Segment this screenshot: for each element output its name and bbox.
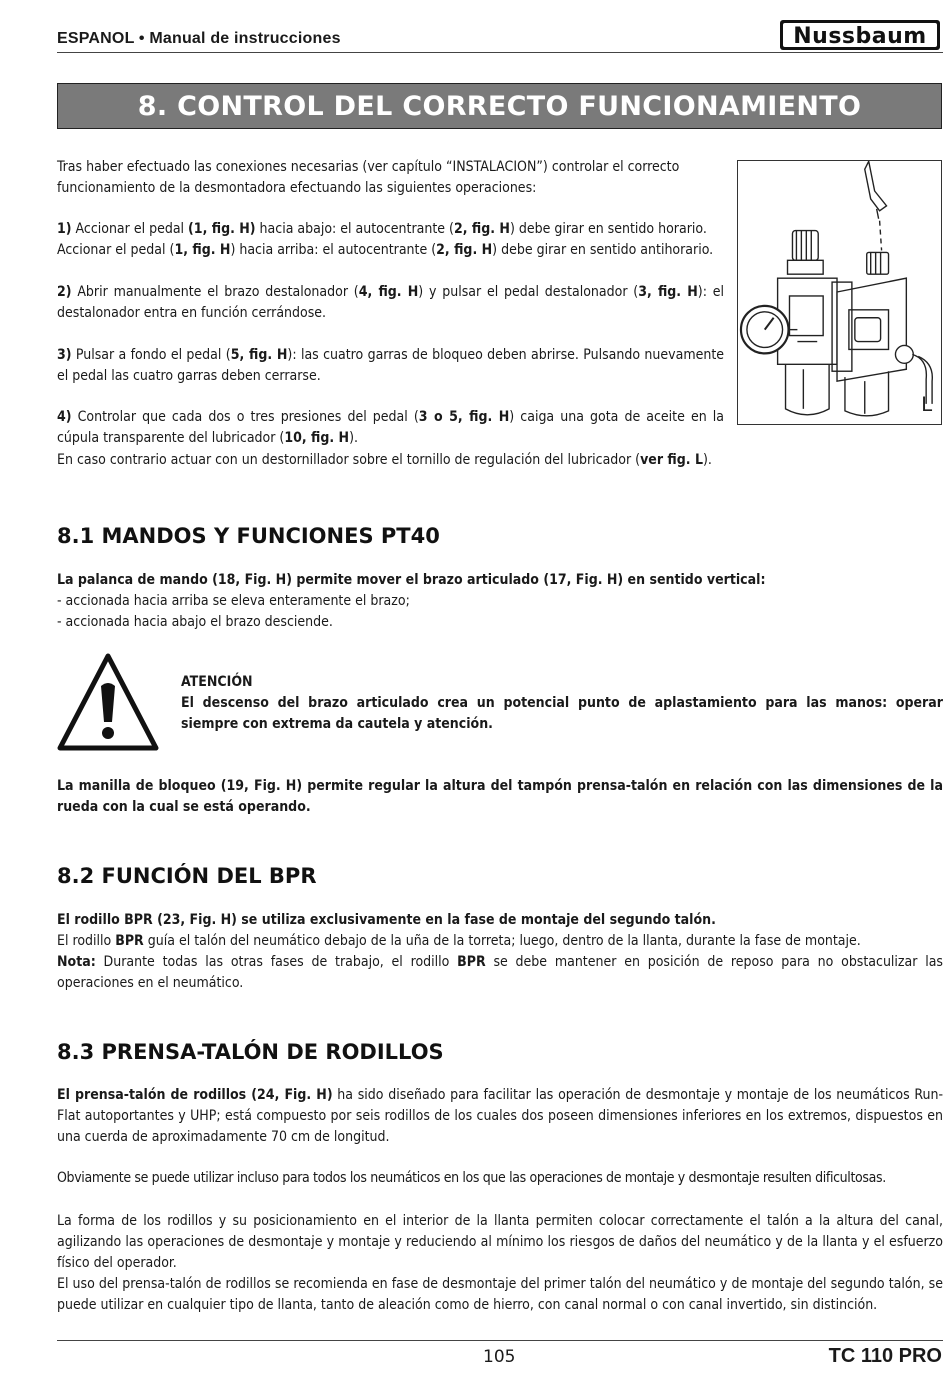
step-1: 1) Accionar el pedal (1, fig. H) hacia abajo: el autocentrante (2, fig. H) debe girar en sentido horario. Accionar el pedal (1, fig. H) hacia arriba: el autocentrante (2, fig. H) debe girar en sentido antihorario. bbox=[57, 221, 714, 258]
chapter-title-bar bbox=[57, 83, 942, 129]
intro-paragraph: Tras haber efectuado las conexiones necesarias (ver capítulo “INSTALACION”) controlar el correcto funcionamiento de la desmontadora efectuando las siguientes operaciones: bbox=[57, 159, 680, 196]
section-8-3-heading: 8.3 PRENSA-TALÓN DE RODILLOS bbox=[57, 1040, 444, 1064]
figure-lubricator-illustration bbox=[737, 160, 942, 425]
step-3: 3) Pulsar a fondo el pedal (5, fig. H): las cuatro garras de bloqueo deben abrirse. Pulsando nuevamente el pedal las cuatro garras deben cerrarse. bbox=[57, 347, 725, 384]
section-8-2-body: El rodillo BPR (23, Fig. H) se utiliza exclusivamente en la fase de montaje del segundo talón. El rodillo BPR guía el talón del neumático debajo de la uña de la torreta; luego, dentro de la llanta, durante la fase de montaje. Nota: Durante todas las otras fases de trabajo, el rodillo BPR se debe mantener en posición de reposo para no obstaculizar las operaciones en el neumático. bbox=[57, 912, 943, 991]
header-divider bbox=[57, 52, 943, 53]
section-8-3-p4: El uso del prensa-talón de rodillos se recomienda en fase de desmontaje del primer talón del neumático y de montaje del segundo talón, se puede utilizar en cualquier tipo de llanta, tanto de aleación como de hierro, con canal normal o con canal invertido, sin distinción. bbox=[57, 1276, 943, 1313]
figure-label: L bbox=[921, 392, 933, 416]
svg-text:Nussbaum: Nussbaum bbox=[793, 24, 927, 49]
step-4-note: En caso contrario actuar con un destornillador sobre el tornillo de regulación del lubricador (ver fig. L). bbox=[57, 452, 712, 468]
section-8-3-p3: La forma de los rodillos y su posicionamiento en el interior de la llanta permiten colocar correctamente el talón a la altura del canal, agilizando las operaciones de desmontaje y montaje y reduciendo al mínimo los riesgos de daños del neumático y de la llanta y el esfuerzo físico del operador. bbox=[57, 1213, 943, 1271]
section-8-2-heading: 8.2 FUNCIÓN DEL BPR bbox=[57, 864, 317, 888]
step-2: 2) Abrir manualmente el brazo destalonador (4, fig. H) y pulsar el pedal destalonador (3, fig. H): el destalonador entra en función cerrándose. bbox=[57, 284, 724, 321]
step-4: 4) Controlar que cada dos o tres presiones del pedal (3 o 5, fig. H) caiga una gota de aceite en la cúpula transparente del lubricador (10, fig. H). bbox=[57, 409, 724, 446]
warning-triangle-icon bbox=[56, 652, 160, 752]
list-item: - accionada hacia abajo el brazo desciende. bbox=[57, 614, 333, 630]
footer-divider bbox=[57, 1340, 943, 1341]
section-8-1-list bbox=[57, 591, 937, 633]
section-8-1-heading: 8.1 MANDOS Y FUNCIONES PT40 bbox=[57, 524, 440, 548]
page-number: 105 bbox=[483, 1347, 516, 1367]
section-8-1-lock-handle: La manilla de bloqueo (19, Fig. H) permite regular la altura del tampón prensa-talón en relación con las dimensiones de la rueda con la cual se está operando. bbox=[57, 778, 943, 815]
warning-box bbox=[181, 672, 943, 735]
chapter-title: 8. CONTROL DEL CORRECTO FUNCIONAMIENTO bbox=[137, 90, 862, 122]
warning-text: El descenso del brazo articulado crea un potencial punto de aplastamiento para las manos: operar siempre con extrema da cautela y atención. bbox=[181, 695, 943, 732]
section-8-3-p1: El prensa-talón de rodillos (24, Fig. H) ha sido diseñado para facilitar las operación de desmontaje y montaje de los neumáticos Run-Flat autoportantes y UHP; está compuesto por seis rodillos de los cuales dos poseen dimensiones inferiores en los extremos, dispuestos en una cuerda de aproximadamente 70 cm de longitud. bbox=[57, 1087, 943, 1145]
section-8-1-intro: La palanca de mando (18, Fig. H) permite mover el brazo articulado (17, Fig. H) en sentido vertical: bbox=[57, 572, 766, 588]
nussbaum-logo bbox=[779, 16, 941, 52]
model-name: TC 110 PRO bbox=[828, 1345, 942, 1367]
header-section-title: ESPANOL • Manual de instrucciones bbox=[57, 30, 341, 47]
warning-title: ATENCIÓN bbox=[181, 674, 253, 690]
list-item: - accionada hacia arriba se eleva enteramente el brazo; bbox=[57, 593, 410, 609]
section-8-3-p2: Obviamente se puede utilizar incluso para todos los neumáticos en los que las operaciones de montaje y desmontaje resulten dificultosas. bbox=[57, 1170, 886, 1186]
